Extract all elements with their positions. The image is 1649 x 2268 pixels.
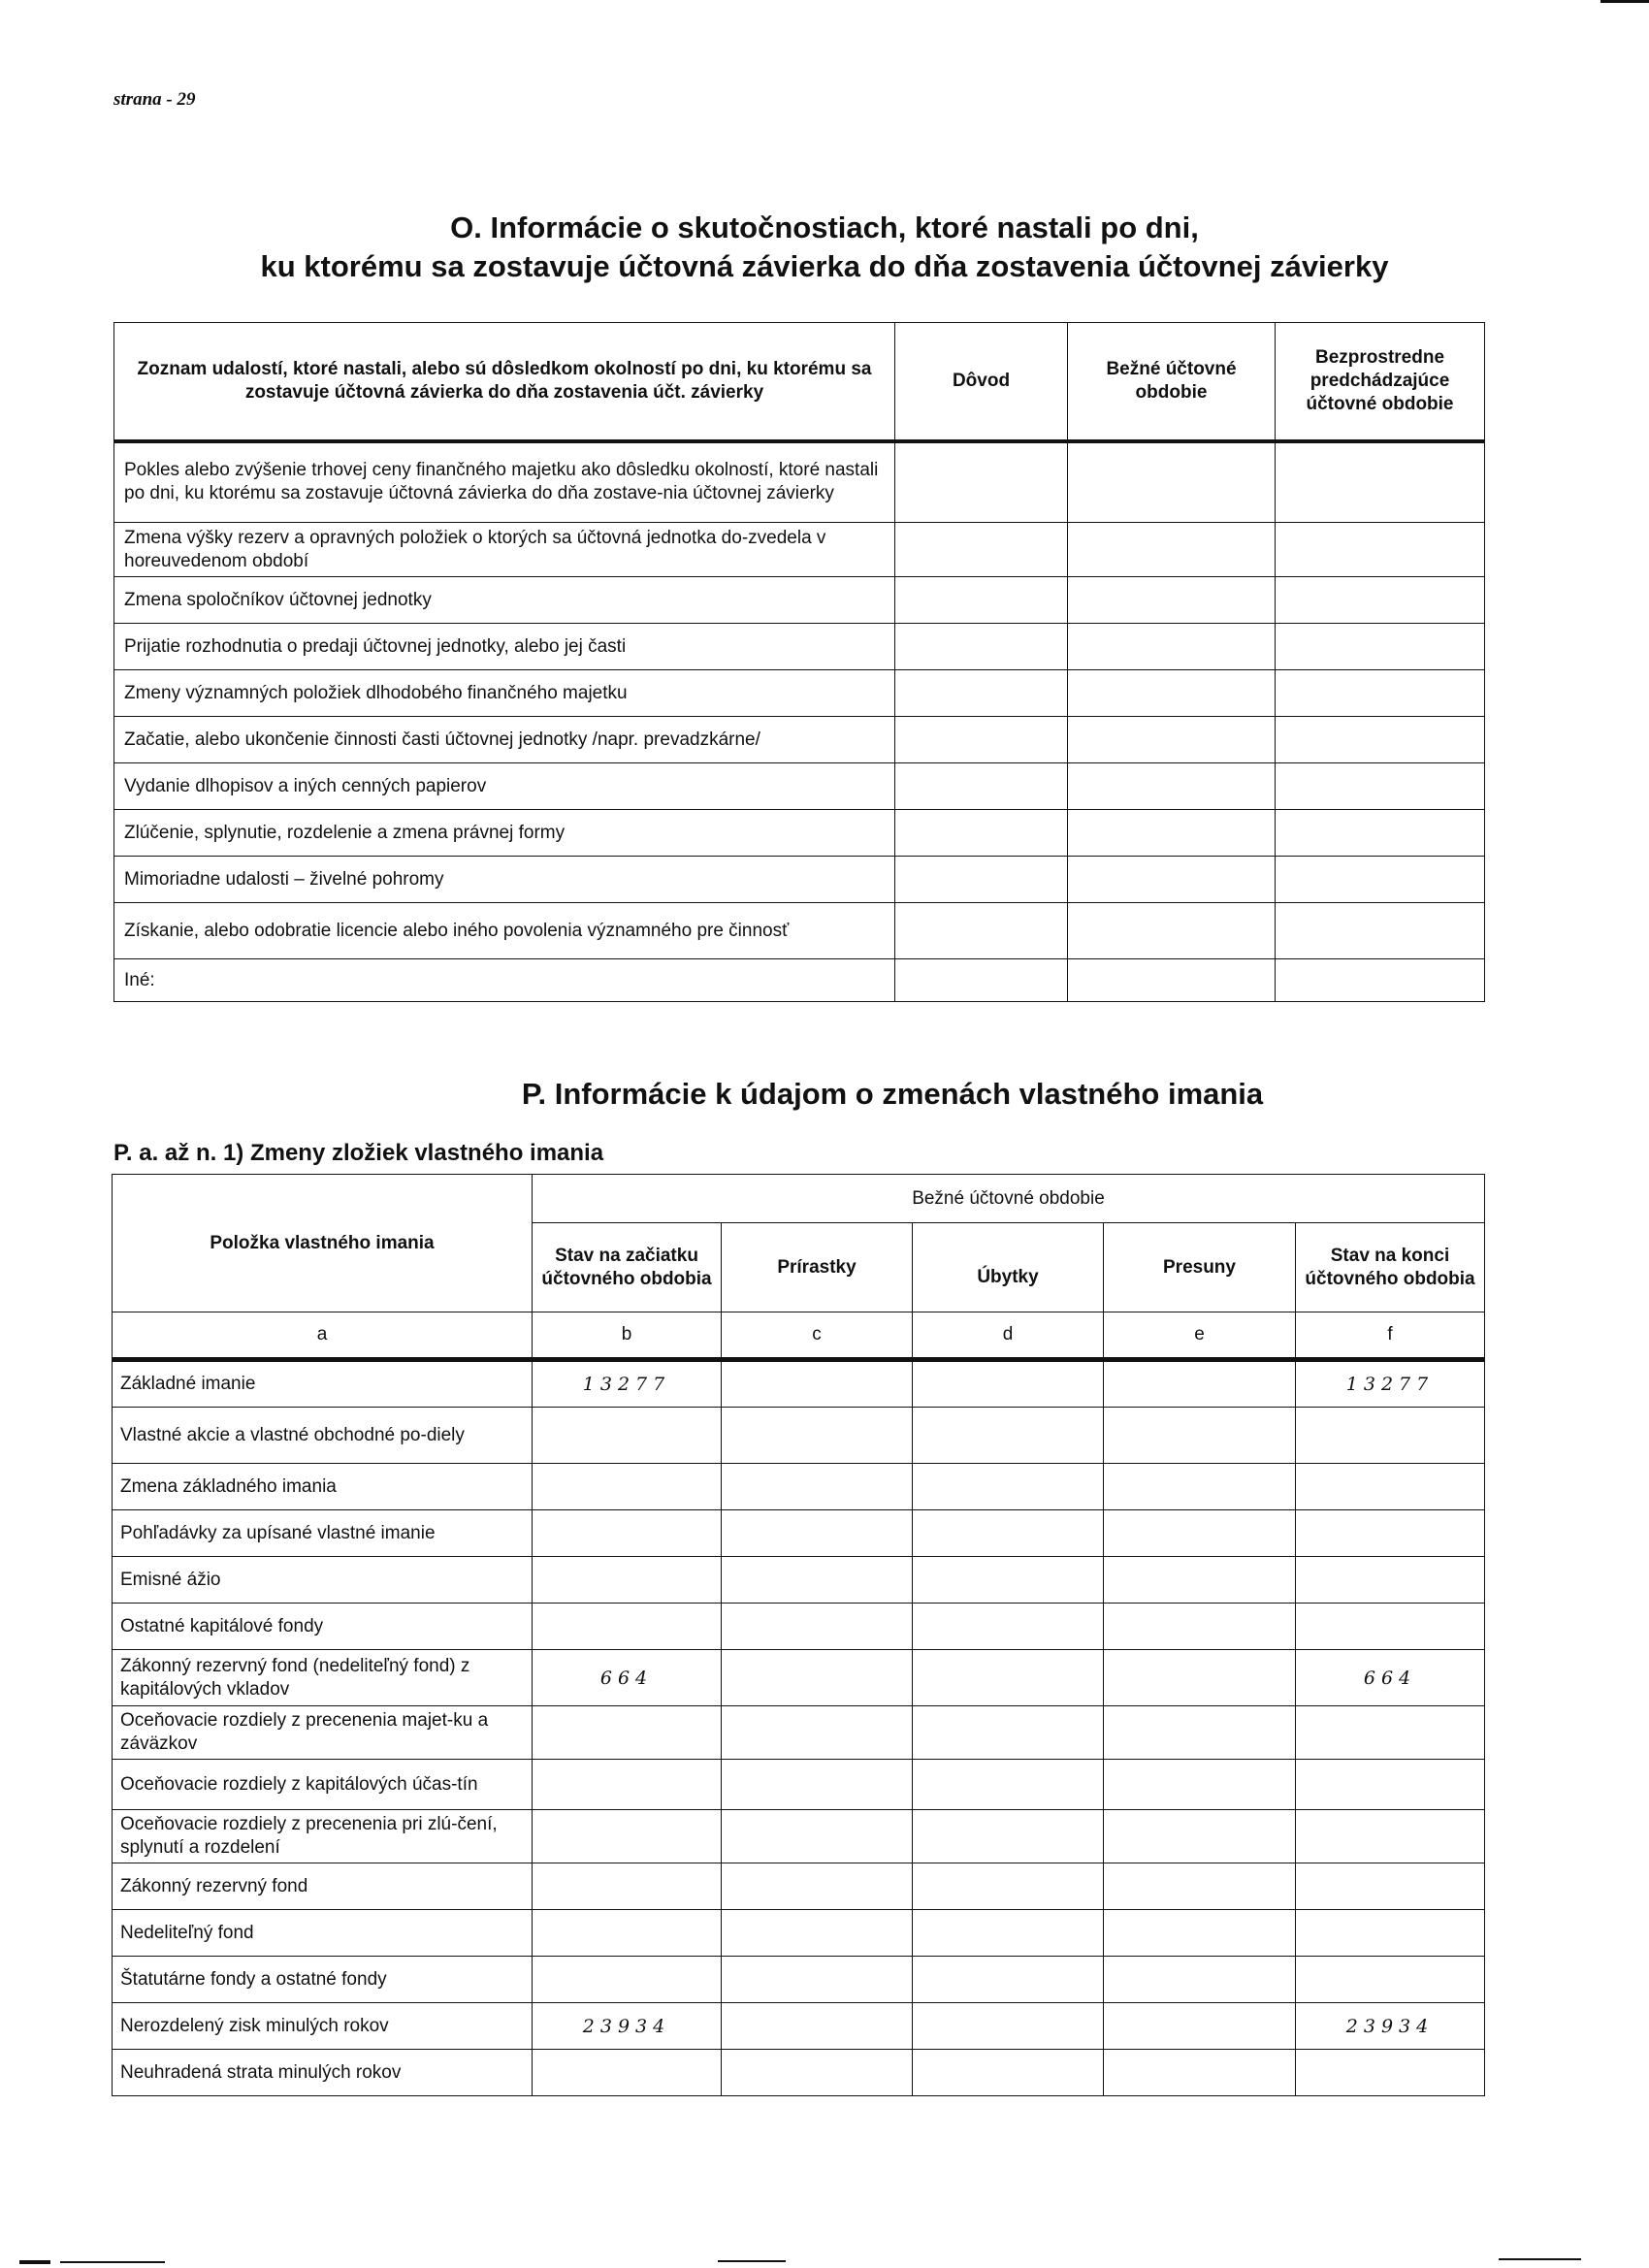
current-period-cell[interactable]	[1068, 903, 1276, 959]
value-cell-d[interactable]	[913, 1760, 1104, 1810]
table-row	[114, 670, 1485, 717]
reason-cell[interactable]	[895, 763, 1068, 810]
value-cell-c[interactable]	[722, 1604, 913, 1650]
header-increase: Prírastky	[722, 1223, 913, 1312]
value-cell-e[interactable]	[1104, 1510, 1296, 1557]
value-cell-f[interactable]	[1296, 1557, 1485, 1604]
event-label: Pokles alebo zvýšenie trhovej ceny finančného majetku ako dôsledku okolností, ktoré nastali po dni, ku ktorému sa zostavuje účtovná závierka do dňa zostave-nia účtovnej závierky	[114, 441, 895, 523]
table-row	[113, 1810, 1485, 1863]
scan-artifact	[19, 2260, 50, 2264]
value-cell-e[interactable]	[1104, 1706, 1296, 1760]
table-row	[114, 857, 1485, 903]
current-period-cell[interactable]	[1068, 717, 1276, 763]
column-letter-row	[113, 1312, 1485, 1360]
current-period-cell[interactable]	[1068, 523, 1276, 577]
header-transfers: Presuny	[1104, 1223, 1296, 1312]
scan-artifact	[1600, 0, 1649, 3]
reason-cell[interactable]	[895, 577, 1068, 624]
value-cell-b[interactable]	[533, 1706, 722, 1760]
previous-period-cell[interactable]	[1276, 810, 1485, 857]
value-cell-d[interactable]	[913, 1510, 1104, 1557]
value-cell-b[interactable]	[533, 1810, 722, 1863]
previous-period-cell[interactable]	[1276, 577, 1485, 624]
value-cell-b[interactable]	[533, 1557, 722, 1604]
value-cell-e[interactable]	[1104, 1810, 1296, 1863]
value-cell-f[interactable]: 664	[1296, 1650, 1485, 1706]
table-row	[113, 1760, 1485, 1810]
previous-period-cell[interactable]	[1276, 624, 1485, 670]
section-o-title	[0, 209, 1649, 286]
value-cell-e[interactable]	[1104, 1604, 1296, 1650]
value-cell-f[interactable]: 23934	[1296, 2003, 1485, 2050]
value-cell-e[interactable]	[1104, 2050, 1296, 2096]
table-row	[114, 523, 1485, 577]
equity-item-label: Emisné ážio	[113, 1557, 533, 1604]
value-cell-f[interactable]	[1296, 2050, 1485, 2096]
current-period-cell[interactable]	[1068, 810, 1276, 857]
equity-item-label: Oceňovacie rozdiely z precenenia majet-ku a záväzkov	[113, 1706, 533, 1760]
reason-cell[interactable]	[895, 670, 1068, 717]
event-label: Vydanie dlhopisov a iných cenných papierov	[114, 763, 895, 810]
value-cell-d[interactable]	[913, 1706, 1104, 1760]
value-cell-e[interactable]	[1104, 1863, 1296, 1910]
value-cell-f[interactable]: 13277	[1296, 1360, 1485, 1408]
table-row	[113, 1863, 1485, 1910]
value-cell-b[interactable]	[533, 1957, 722, 2003]
equity-changes-table	[112, 1174, 1485, 2096]
reason-cell[interactable]	[895, 717, 1068, 763]
value-cell-e[interactable]	[1104, 1910, 1296, 1957]
value-cell-c[interactable]	[722, 1360, 913, 1408]
value-cell-b[interactable]	[533, 1863, 722, 1910]
value-cell-c[interactable]	[722, 1810, 913, 1863]
value-cell-d[interactable]	[913, 1557, 1104, 1604]
current-period-cell[interactable]	[1068, 441, 1276, 523]
header-current-period: Bežné účtovné obdobie	[1068, 323, 1276, 441]
previous-period-cell[interactable]	[1276, 670, 1485, 717]
value-cell-e[interactable]	[1104, 1464, 1296, 1510]
reason-cell[interactable]	[895, 810, 1068, 857]
section-o-title-line1: O. Informácie o skutočnostiach, ktoré nastali po dni,	[450, 211, 1199, 244]
previous-period-cell[interactable]	[1276, 763, 1485, 810]
value-cell-c[interactable]	[722, 1557, 913, 1604]
table-row	[114, 763, 1485, 810]
equity-item-label: Vlastné akcie a vlastné obchodné po-diely	[113, 1408, 533, 1464]
event-label: Iné:	[114, 959, 895, 1002]
value-cell-b[interactable]: 664	[533, 1650, 722, 1706]
event-label: Zmena výšky rezerv a opravných položiek o ktorých sa účtovná jednotka do-zvedela v horeuvedenom období	[114, 523, 895, 577]
column-letter: f	[1296, 1312, 1485, 1360]
event-label: Zlúčenie, splynutie, rozdelenie a zmena právnej formy	[114, 810, 895, 857]
previous-period-cell[interactable]	[1276, 903, 1485, 959]
value-cell-b[interactable]	[533, 1604, 722, 1650]
event-label: Zmeny významných položiek dlhodobého finančného majetku	[114, 670, 895, 717]
events-after-balance-date-table	[113, 322, 1485, 1002]
reason-cell[interactable]	[895, 523, 1068, 577]
scan-artifact	[718, 2260, 786, 2262]
equity-item-label: Neuhradená strata minulých rokov	[113, 2050, 533, 2096]
value-cell-d[interactable]	[913, 1604, 1104, 1650]
value-cell-f[interactable]	[1296, 1604, 1485, 1650]
current-period-cell[interactable]	[1068, 670, 1276, 717]
value-cell-d[interactable]	[913, 1464, 1104, 1510]
value-cell-f[interactable]	[1296, 1910, 1485, 1957]
value-cell-b[interactable]	[533, 1760, 722, 1810]
current-period-cell[interactable]	[1068, 857, 1276, 903]
equity-item-label: Nerozdelený zisk minulých rokov	[113, 2003, 533, 2050]
event-label: Zmena spoločníkov účtovnej jednotky	[114, 577, 895, 624]
previous-period-cell[interactable]	[1276, 857, 1485, 903]
value-cell-c[interactable]	[722, 2050, 913, 2096]
equity-item-label: Základné imanie	[113, 1360, 533, 1408]
header-equity-item: Položka vlastného imania	[113, 1175, 533, 1312]
scan-artifact	[1499, 2258, 1581, 2260]
value-cell-e[interactable]	[1104, 1650, 1296, 1706]
table-row	[113, 1706, 1485, 1760]
value-cell-c[interactable]	[722, 1706, 913, 1760]
table-row	[113, 1408, 1485, 1464]
value-cell-f[interactable]	[1296, 1810, 1485, 1863]
value-cell-f[interactable]	[1296, 1760, 1485, 1810]
value-cell-d[interactable]	[913, 1360, 1104, 1408]
value-cell-b[interactable]: 13277	[533, 1360, 722, 1408]
previous-period-cell[interactable]	[1276, 441, 1485, 523]
column-letter: a	[113, 1312, 533, 1360]
table-row	[113, 1510, 1485, 1557]
value-cell-c[interactable]	[722, 1408, 913, 1464]
equity-item-label: Oceňovacie rozdiely z kapitálových účas-tín	[113, 1760, 533, 1810]
reason-cell[interactable]	[895, 959, 1068, 1002]
table-row	[113, 1650, 1485, 1706]
value-cell-f[interactable]	[1296, 1706, 1485, 1760]
table-header-row	[113, 1175, 1485, 1223]
table-row	[113, 1360, 1485, 1408]
value-cell-e[interactable]	[1104, 1557, 1296, 1604]
column-letter: e	[1104, 1312, 1296, 1360]
header-decrease: Úbytky	[913, 1223, 1104, 1312]
table-row	[114, 624, 1485, 670]
reason-cell[interactable]	[895, 903, 1068, 959]
value-cell-d[interactable]	[913, 1408, 1104, 1464]
section-p-subtitle: P. a. až n. 1) Zmeny zložiek vlastného imania	[113, 1140, 604, 1166]
table-row	[113, 1957, 1485, 2003]
value-cell-d[interactable]	[913, 1910, 1104, 1957]
header-current-period-group: Bežné účtovné obdobie	[533, 1175, 1485, 1223]
value-cell-f[interactable]	[1296, 1957, 1485, 2003]
value-cell-c[interactable]	[722, 1760, 913, 1810]
table-row	[114, 959, 1485, 1002]
value-cell-b[interactable]	[533, 1510, 722, 1557]
table-row	[114, 717, 1485, 763]
value-cell-c[interactable]	[722, 1464, 913, 1510]
value-cell-d[interactable]	[913, 1650, 1104, 1706]
value-cell-b[interactable]	[533, 2050, 722, 2096]
table-row	[113, 1464, 1485, 1510]
value-cell-e[interactable]	[1104, 2003, 1296, 2050]
value-cell-d[interactable]	[913, 2050, 1104, 2096]
reason-cell[interactable]	[895, 857, 1068, 903]
header-end-balance: Stav na konci účtovného obdobia	[1296, 1223, 1485, 1312]
table-row	[113, 2050, 1485, 2096]
value-cell-c[interactable]	[722, 1510, 913, 1557]
event-label: Získanie, alebo odobratie licencie alebo iného povolenia významného pre činnosť	[114, 903, 895, 959]
previous-period-cell[interactable]	[1276, 717, 1485, 763]
equity-item-label: Zákonný rezervný fond	[113, 1863, 533, 1910]
reason-cell[interactable]	[895, 441, 1068, 523]
current-period-cell[interactable]	[1068, 763, 1276, 810]
current-period-cell[interactable]	[1068, 577, 1276, 624]
value-cell-b[interactable]	[533, 1408, 722, 1464]
header-start-balance: Stav na začiatku účtovného obdobia	[533, 1223, 722, 1312]
section-o-title-line2: ku ktorému sa zostavuje účtovná závierka do dňa zostavenia účtovnej závierky	[260, 249, 1389, 283]
value-cell-c[interactable]	[722, 1957, 913, 2003]
equity-item-label: Ostatné kapitálové fondy	[113, 1604, 533, 1650]
table-row	[113, 1604, 1485, 1650]
column-letter: d	[913, 1312, 1104, 1360]
current-period-cell[interactable]	[1068, 624, 1276, 670]
table-header-row	[114, 323, 1485, 441]
value-cell-e[interactable]	[1104, 1760, 1296, 1810]
value-cell-f[interactable]	[1296, 1510, 1485, 1557]
value-cell-c[interactable]	[722, 1650, 913, 1706]
value-cell-b[interactable]: 23934	[533, 2003, 722, 2050]
previous-period-cell[interactable]	[1276, 523, 1485, 577]
previous-period-cell[interactable]	[1276, 959, 1485, 1002]
value-cell-b[interactable]	[533, 1910, 722, 1957]
header-events-list: Zoznam udalostí, ktoré nastali, alebo sú dôsledkom okolností po dni, ku ktorému sa zostavuje účtovná závierka do dňa zostavenia účt. závierky	[114, 323, 895, 441]
value-cell-d[interactable]	[913, 1957, 1104, 2003]
equity-item-label: Nedeliteľný fond	[113, 1910, 533, 1957]
column-letter: b	[533, 1312, 722, 1360]
value-cell-d[interactable]	[913, 2003, 1104, 2050]
value-cell-c[interactable]	[722, 1910, 913, 1957]
current-period-cell[interactable]	[1068, 959, 1276, 1002]
equity-item-label: Zákonný rezervný fond (nedeliteľný fond) z kapitálových vkladov	[113, 1650, 533, 1706]
value-cell-d[interactable]	[913, 1810, 1104, 1863]
table-row	[113, 1910, 1485, 1957]
header-reason: Dôvod	[895, 323, 1068, 441]
equity-item-label: Oceňovacie rozdiely z precenenia pri zlú-čení, splynutí a rozdelení	[113, 1810, 533, 1863]
equity-item-label: Pohľadávky za upísané vlastné imanie	[113, 1510, 533, 1557]
reason-cell[interactable]	[895, 624, 1068, 670]
table-row	[113, 1557, 1485, 1604]
column-letter: c	[722, 1312, 913, 1360]
value-cell-b[interactable]	[533, 1464, 722, 1510]
event-label: Začatie, alebo ukončenie činnosti časti účtovnej jednotky /napr. prevadzkárne/	[114, 717, 895, 763]
table-row	[114, 441, 1485, 523]
value-cell-e[interactable]	[1104, 1360, 1296, 1408]
section-p-title: P. Informácie k údajom o zmenách vlastného imania	[521, 1077, 1264, 1111]
event-label: Prijatie rozhodnutia o predaji účtovnej jednotky, alebo jej časti	[114, 624, 895, 670]
value-cell-f[interactable]	[1296, 1863, 1485, 1910]
table-row	[114, 577, 1485, 624]
value-cell-d[interactable]	[913, 1863, 1104, 1910]
value-cell-c[interactable]	[722, 1863, 913, 1910]
value-cell-f[interactable]	[1296, 1408, 1485, 1464]
equity-item-label: Zmena základného imania	[113, 1464, 533, 1510]
page-number: strana - 29	[113, 89, 196, 110]
table-row	[113, 2003, 1485, 2050]
scan-artifact	[60, 2261, 165, 2263]
value-cell-e[interactable]	[1104, 1957, 1296, 2003]
header-previous-period: Bezprostredne predchádzajúce účtovné obdobie	[1276, 323, 1485, 441]
table-row	[114, 903, 1485, 959]
value-cell-e[interactable]	[1104, 1408, 1296, 1464]
table-row	[114, 810, 1485, 857]
value-cell-f[interactable]	[1296, 1464, 1485, 1510]
equity-item-label: Štatutárne fondy a ostatné fondy	[113, 1957, 533, 2003]
event-label: Mimoriadne udalosti – živelné pohromy	[114, 857, 895, 903]
value-cell-c[interactable]	[722, 2003, 913, 2050]
